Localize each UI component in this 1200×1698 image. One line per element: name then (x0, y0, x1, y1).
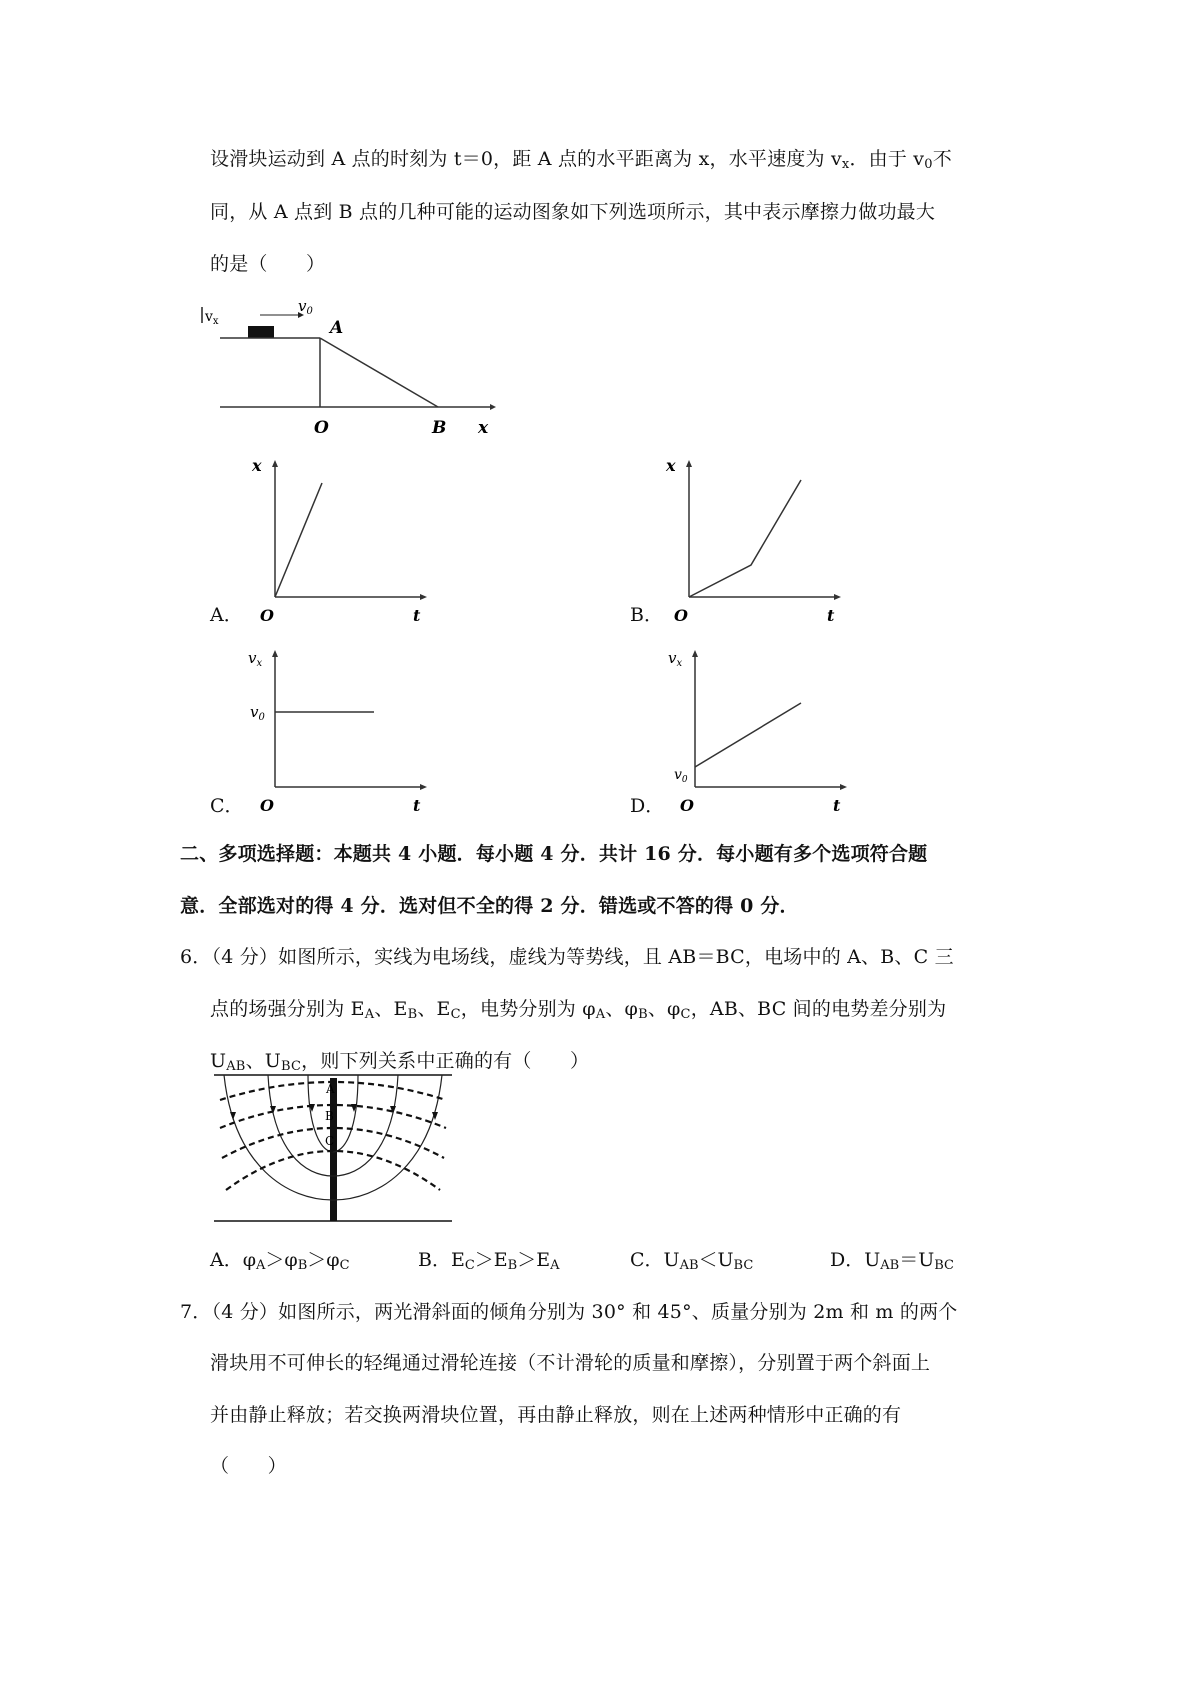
q7-line-3: 并由静止释放；若交换两滑块位置，再由静止释放，则在上述两种情形中正确的有 (210, 1404, 902, 1426)
q5-line-3: 的是（ ） (210, 253, 326, 275)
q7-line-4: （ ） (210, 1455, 287, 1477)
fig-point-b: B (432, 418, 447, 438)
q6-option-b: B．$E_C>E_B>E_A$ (418, 1249, 560, 1273)
section-2-line-2: 意．全部选对的得 4 分．选对但不全的得 2 分．错选或不答的得 0 分． (180, 895, 799, 917)
slider-block (248, 326, 274, 338)
origin-label: O (674, 606, 688, 625)
origin-label: O (260, 606, 274, 625)
q5-option-d-label: D． (630, 795, 665, 817)
q5-option-a-graph (250, 455, 435, 625)
q5-option-b-graph (664, 455, 849, 625)
q6-option-c: C．$U_{AB}<U_{BC}$ (630, 1249, 754, 1273)
fig-point-o: O (314, 418, 329, 438)
point-b-label: B (325, 1109, 334, 1123)
q5-option-c-label: C． (210, 795, 244, 817)
axis-label: $v_x$ (668, 649, 683, 669)
point-c-label: C (325, 1134, 335, 1148)
axis-label: x (252, 456, 262, 475)
q6-line-2: 点的场强分别为 $E_A$、$E_B$、$E_C$，电势分别为 $\varphi_A$、$\varphi_B$、$\varphi_C$，AB、BC 间的电势差分别为 (210, 998, 947, 1022)
v0-tick-label: $v_0$ (674, 767, 688, 785)
fig-point-a: A (330, 318, 344, 338)
origin-label: O (260, 796, 274, 815)
q5-option-a-label: A． (210, 604, 243, 626)
q7-line-2: 滑块用不可伸长的轻绳通过滑轮连接（不计滑轮的质量和摩擦），分别置于两个斜面上 (210, 1352, 931, 1374)
q5-setup-figure (200, 295, 500, 445)
fig-v0-label: $v_0$ (298, 297, 313, 317)
q6-field-figure (210, 1072, 455, 1224)
v0-tick-label: $v_0$ (250, 703, 265, 723)
axis-label: t (833, 796, 841, 815)
q5-option-d-graph (664, 645, 849, 815)
section-2-line-1: 二、多项选择题：本题共 4 小题．每小题 4 分．共计 16 分．每小题有多个选项符合题 (180, 843, 928, 865)
axis-label: $v_x$ (248, 649, 263, 669)
origin-label: O (680, 796, 694, 815)
q6-option-d: D．$U_{AB}=U_{BC}$ (830, 1249, 954, 1273)
fig-vx-label: $v_x$ (205, 309, 219, 327)
axis-label: t (827, 606, 835, 625)
q5-line-1: 设滑块运动到 A 点的时刻为 t＝0，距 A 点的水平距离为 x，水平速度为 $v_x$．由于 $v_0$不 (210, 148, 952, 172)
q5-line-2: 同，从 A 点到 B 点的几种可能的运动图象如下列选项所示，其中表示摩擦力做功最大 (210, 201, 936, 223)
q5-option-b-label: B． (630, 604, 663, 626)
axis-label: t (413, 796, 421, 815)
axis-label: t (413, 606, 421, 625)
q6-line-1: 6．（4 分）如图所示，实线为电场线，虚线为等势线，且 AB＝BC，电场中的 A、B、C 三 (180, 946, 954, 968)
q5-option-c-graph (244, 645, 429, 815)
q6-line-3: $U_{AB}$、$U_{BC}$，则下列关系中正确的有（ ） (210, 1050, 590, 1074)
point-a-label: A (326, 1082, 335, 1096)
q6-option-a: A．$\varphi_A>\varphi_B>\varphi_C$ (210, 1249, 350, 1273)
fig-axis-x: x (478, 418, 489, 438)
axis-label: x (666, 456, 676, 475)
q7-line-1: 7．（4 分）如图所示，两光滑斜面的倾角分别为 30° 和 45°、质量分别为 2m 和 m 的两个 (180, 1301, 958, 1323)
